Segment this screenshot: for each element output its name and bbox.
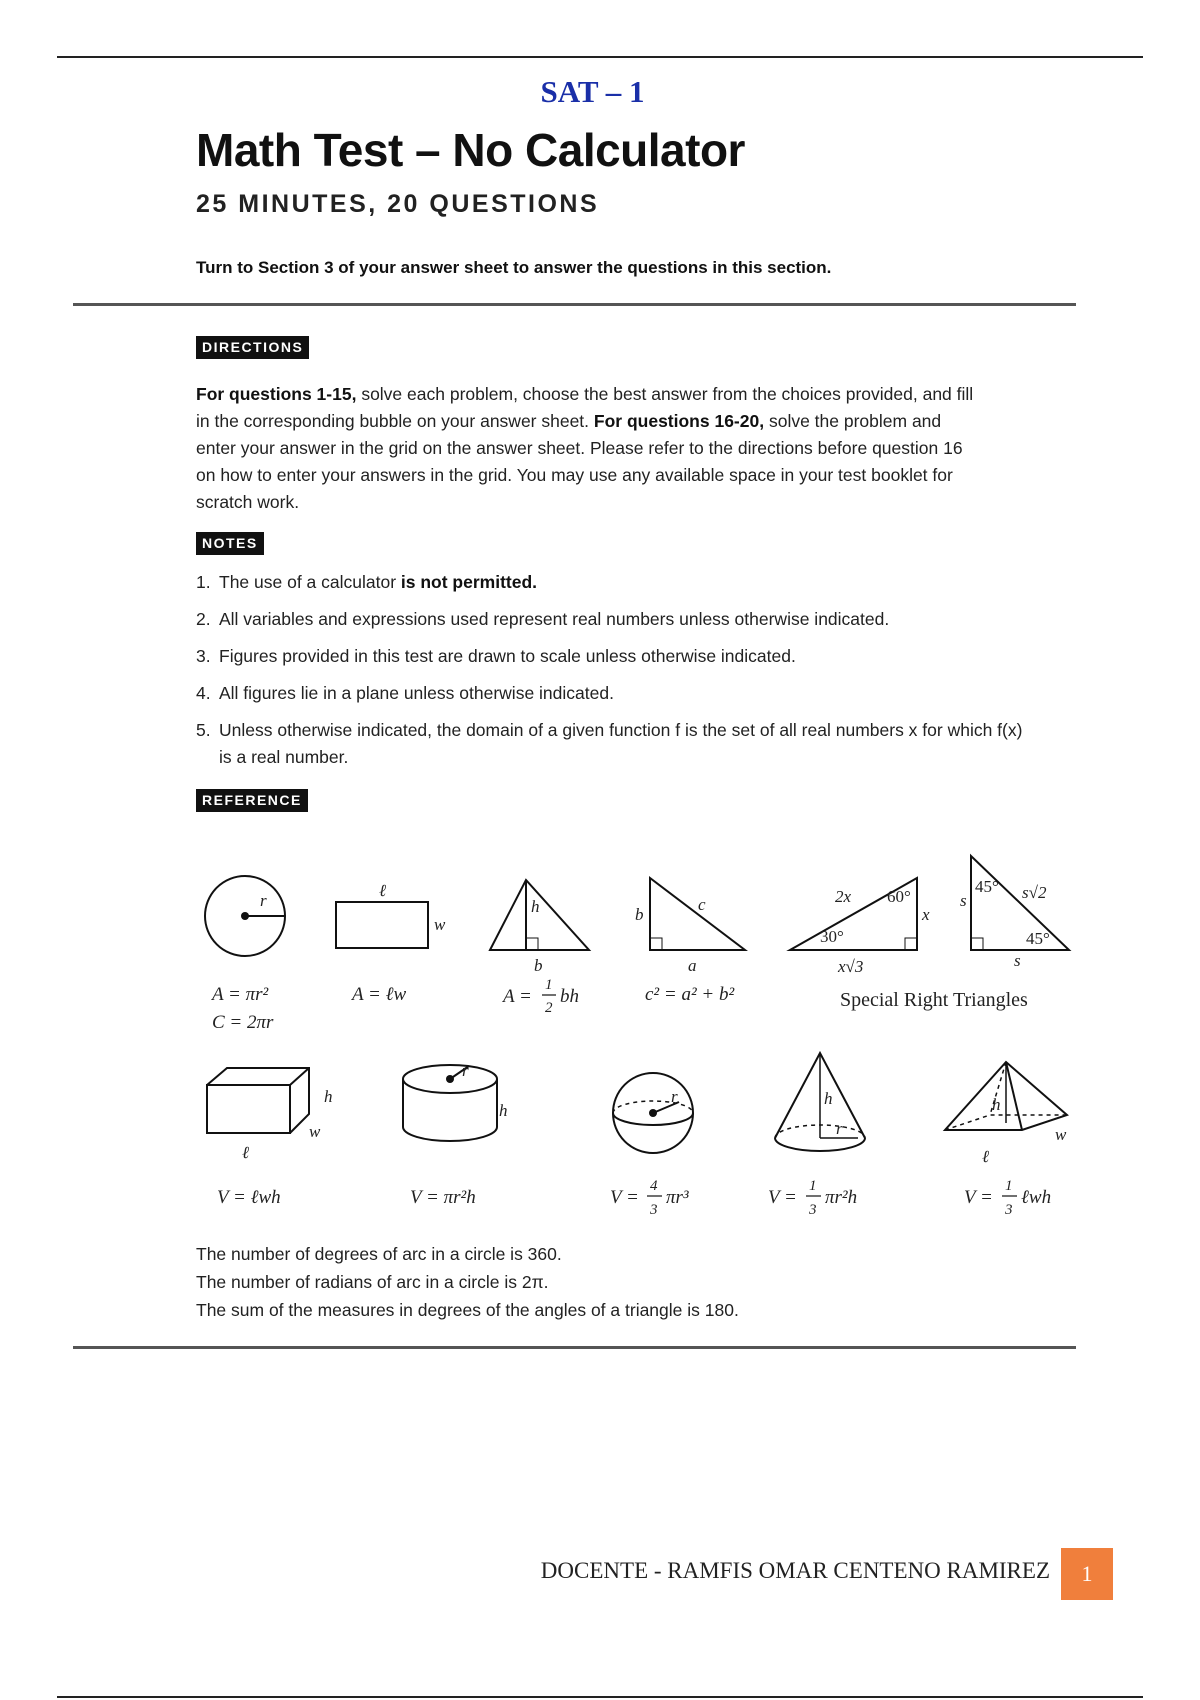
- bottom-rule: [57, 1696, 1143, 1698]
- note-number: 5.: [196, 720, 211, 740]
- svg-text:a: a: [688, 956, 697, 975]
- directions-label: DIRECTIONS: [196, 336, 309, 359]
- note-item: [196, 569, 1036, 596]
- page-title: Math Test – No Calculator: [196, 124, 745, 176]
- svg-text:A =: A =: [503, 986, 532, 1007]
- svg-text:c: c: [698, 895, 706, 914]
- svg-text:3: 3: [1005, 1202, 1013, 1218]
- svg-text:c² = a² + b²: c² = a² + b²: [645, 984, 735, 1005]
- svg-text:r: r: [671, 1087, 678, 1106]
- svg-text:h: h: [824, 1089, 833, 1108]
- svg-text:r: r: [836, 1119, 843, 1138]
- directions-text: [196, 381, 976, 516]
- cone-figure: [775, 1053, 865, 1151]
- note-number: 1.: [196, 572, 211, 592]
- svg-text:A = ℓw: A = ℓw: [352, 984, 407, 1005]
- svg-text:b: b: [534, 956, 543, 975]
- fact-line: The sum of the measures in degrees of the angles of a triangle is 180.: [196, 1300, 739, 1320]
- svg-text:h: h: [531, 897, 540, 916]
- note-item: [196, 717, 1036, 771]
- svg-text:A = πr²: A = πr²: [212, 984, 269, 1005]
- svg-text:1: 1: [545, 977, 553, 993]
- svg-text:ℓ: ℓ: [379, 881, 387, 900]
- svg-text:60°: 60°: [887, 887, 911, 906]
- section-divider-top: [73, 303, 1076, 306]
- right-triangle-figure: [650, 878, 745, 950]
- section-instruction: Turn to Section 3 of your answer sheet to answer the questions in this section.: [196, 258, 832, 277]
- triangle-figure: [490, 880, 589, 950]
- svg-text:bh: bh: [560, 986, 579, 1007]
- svg-text:r: r: [260, 891, 267, 910]
- directions-lead-2: For questions 16-20,: [593, 411, 765, 431]
- page-subtitle: 25 MINUTES, 20 QUESTIONS: [196, 190, 600, 218]
- fact-line: The number of radians of arc in a circle is 2π.: [196, 1272, 549, 1292]
- reference-facts: [196, 1240, 739, 1324]
- note-item: [196, 606, 1036, 633]
- svg-text:w: w: [309, 1122, 321, 1141]
- svg-text:x√3: x√3: [838, 957, 864, 976]
- svg-text:C = 2πr: C = 2πr: [212, 1012, 274, 1033]
- notes-label: NOTES: [196, 532, 264, 555]
- svg-text:b: b: [635, 905, 644, 924]
- svg-text:2x: 2x: [835, 887, 852, 906]
- svg-text:s√2: s√2: [1022, 883, 1047, 902]
- svg-text:3: 3: [809, 1202, 817, 1218]
- note-text: Figures provided in this test are drawn to scale unless otherwise indicated.: [219, 646, 796, 666]
- svg-text:h: h: [992, 1095, 1001, 1114]
- triangle-45-45-90-figure: [971, 856, 1069, 950]
- svg-text:V =: V =: [768, 1187, 797, 1208]
- special-right-triangles-caption: Special Right Triangles: [840, 989, 1028, 1011]
- footer-author: DOCENTE - RAMFIS OMAR CENTENO RAMIREZ: [540, 1558, 1050, 1583]
- svg-text:h: h: [499, 1101, 508, 1120]
- fact-line: The number of degrees of arc in a circle is 360.: [196, 1244, 562, 1264]
- svg-text:1: 1: [1005, 1178, 1013, 1194]
- directions-lead-1: For questions 1-15,: [196, 384, 357, 404]
- top-rule: [57, 56, 1143, 58]
- note-item: [196, 680, 1036, 707]
- directions-body-2: solve the problem and enter your answer in the grid on the answer sheet. Please refer to the directions before question 16 on how to enter your answers in the grid. You may use any available space in your test booklet for scratch work.: [196, 411, 963, 512]
- note-item: [196, 643, 1036, 670]
- notes-list: [196, 569, 1036, 781]
- svg-text:w: w: [434, 915, 446, 934]
- pyramid-figure: [945, 1062, 1067, 1130]
- directions-body-1: solve each problem, choose the best answer from the choices provided, and fill in the corresponding bubble on your answer sheet.: [196, 384, 974, 431]
- note-number: 3.: [196, 646, 211, 666]
- svg-text:45°: 45°: [975, 877, 999, 896]
- rectangle-figure: [336, 902, 428, 948]
- note-text: Unless otherwise indicated, the domain of a given function f is the set of all real numbers x for which f(x) is a real number.: [219, 720, 1023, 767]
- reference-label: REFERENCE: [196, 789, 308, 812]
- note-text: The use of a calculator is not permitted.: [219, 572, 538, 592]
- page-number-badge: 1: [1061, 1548, 1113, 1600]
- svg-text:πr³: πr³: [666, 1187, 689, 1208]
- svg-text:w: w: [1055, 1125, 1067, 1144]
- svg-text:3: 3: [650, 1202, 658, 1218]
- svg-text:ℓ: ℓ: [242, 1143, 250, 1162]
- svg-text:30°: 30°: [820, 927, 844, 946]
- note-text: All figures lie in a plane unless otherwise indicated.: [219, 683, 614, 703]
- note-number: 2.: [196, 609, 211, 629]
- section-divider-bottom: [73, 1346, 1076, 1349]
- svg-text:V = πr²h: V = πr²h: [410, 1187, 476, 1208]
- box-figure: [207, 1068, 309, 1133]
- svg-text:4: 4: [650, 1178, 658, 1194]
- svg-text:r: r: [462, 1061, 469, 1080]
- svg-text:x: x: [922, 905, 930, 924]
- reference-figures: [190, 840, 1090, 1240]
- sat-heading: SAT – 1: [540, 74, 645, 109]
- svg-text:V =: V =: [964, 1187, 993, 1208]
- svg-text:πr²h: πr²h: [825, 1187, 858, 1208]
- svg-text:ℓ: ℓ: [982, 1147, 990, 1166]
- svg-text:1: 1: [809, 1178, 817, 1194]
- svg-text:s: s: [960, 891, 967, 910]
- svg-text:45°: 45°: [1026, 929, 1050, 948]
- note-number: 4.: [196, 683, 211, 703]
- note-text: All variables and expressions used represent real numbers unless otherwise indicated.: [219, 609, 890, 629]
- svg-text:2: 2: [545, 1000, 553, 1016]
- svg-text:V = ℓwh: V = ℓwh: [217, 1187, 281, 1208]
- svg-text:h: h: [324, 1087, 333, 1106]
- svg-text:V =: V =: [610, 1187, 639, 1208]
- svg-text:s: s: [1014, 951, 1021, 970]
- svg-text:ℓwh: ℓwh: [1021, 1187, 1052, 1208]
